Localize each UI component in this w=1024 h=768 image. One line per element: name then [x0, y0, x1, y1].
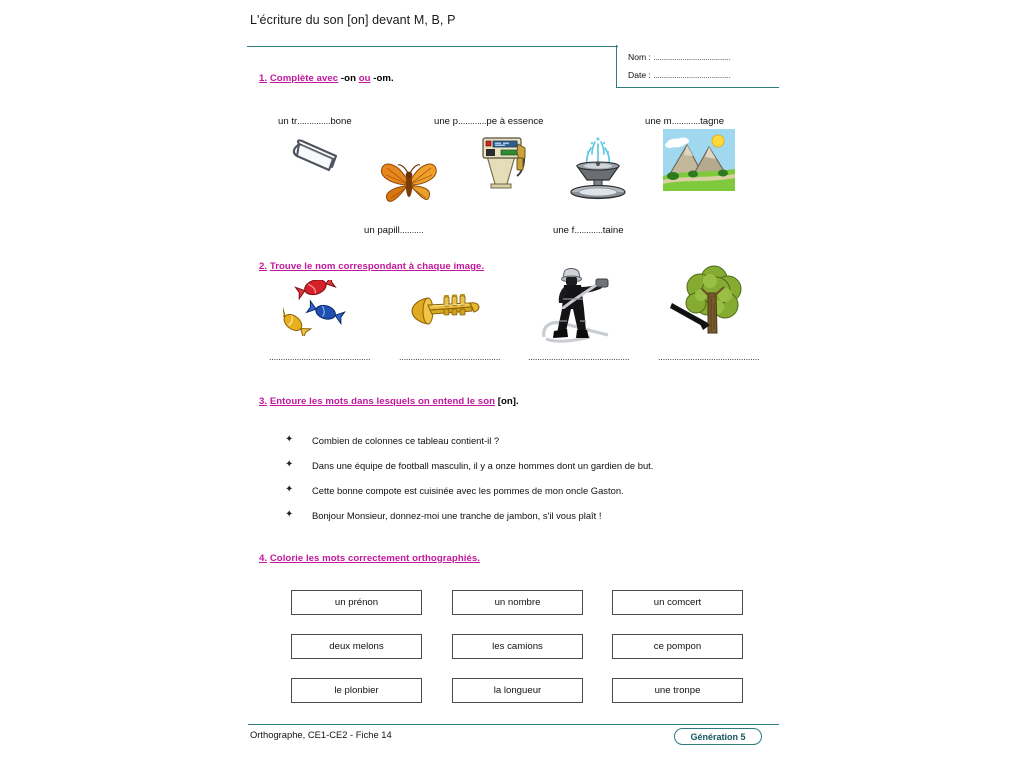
ex1-label-1-post: pe à essence: [486, 116, 544, 127]
page-title: L'écriture du son [on] devant M, B, P: [250, 13, 456, 27]
ex3-sentence-4: Bonjour Monsieur, donnez-moi une tranche de jambon, s'il vous plaît !: [312, 510, 602, 521]
ex3-sentence-1: Combien de colonnes ce tableau contient-il ?: [312, 435, 500, 446]
date-dots: ........................................: [653, 70, 731, 80]
exercise-4-body: [247, 580, 780, 705]
nom-field[interactable]: [628, 52, 730, 62]
trumpet-icon: [408, 292, 488, 330]
ex1-label-2-dots: ............: [671, 116, 701, 127]
ex1-label-2-pre: une m: [645, 116, 672, 127]
worksheet-sheet: [247, 0, 780, 768]
bullet-icon: ✦: [285, 434, 294, 445]
exercise-3-body: [247, 425, 780, 530]
ex1-label-1-pre: une p: [434, 116, 459, 127]
exercise-1-number: 1.: [259, 73, 268, 84]
word-box[interactable]: les camions: [452, 634, 583, 659]
exercise-1-heading: [259, 73, 394, 84]
mountain-icon: [663, 129, 735, 191]
ex2-answer-line-2[interactable]: ............................................: [399, 352, 501, 362]
ex1-label-0-post: bone: [330, 116, 352, 127]
exercise-2-body: [247, 265, 780, 370]
fuel-pump-icon: [473, 132, 531, 194]
paperclip-icon: [289, 132, 345, 180]
ex1-label-trombone: [278, 116, 352, 127]
ex1-label-pompe: [434, 116, 543, 127]
candies-icon: [283, 280, 353, 336]
word-box[interactable]: une tronpe: [612, 678, 743, 703]
header-divider: [247, 46, 618, 47]
footer-divider: [248, 724, 779, 725]
fireman-icon: [540, 265, 612, 347]
publisher-badge: Génération 5: [674, 728, 762, 745]
exercise-3-underlined: Entoure les mots dans lesquels on entend le son: [269, 396, 496, 407]
bullet-icon: ✦: [285, 484, 294, 495]
exercise-1-underlined: Complète avec: [269, 73, 339, 84]
ex1-label-fontaine: [553, 225, 624, 236]
word-box[interactable]: un prénon: [291, 590, 422, 615]
bullet-icon: ✦: [285, 459, 294, 470]
exercise-4-number: 4.: [259, 553, 268, 564]
exercise-4-underlined: Colorie les mots correctement orthographiés.: [269, 553, 480, 564]
exercise-1-om: -om.: [373, 73, 394, 84]
exercise-1-ou: ou: [358, 73, 371, 84]
ex1-label-0-dots: ..............: [297, 116, 331, 127]
ex1-label-4-post: taine: [602, 225, 624, 236]
ex1-label-2-post: tagne: [700, 116, 725, 127]
footer-reference: Orthographe, CE1-CE2 - Fiche 14: [250, 729, 392, 740]
exercise-4-heading: [259, 553, 480, 564]
exercise-3-son: [on].: [497, 396, 519, 407]
fountain-icon: [565, 132, 631, 206]
ex3-sentence-3: Cette bonne compote est cuisinée avec les pommes de mon oncle Gaston.: [312, 485, 624, 496]
ex1-label-4-dots: ............: [574, 225, 603, 236]
ex1-label-papillon: [364, 225, 423, 236]
word-box[interactable]: ce pompon: [612, 634, 743, 659]
butterfly-icon: [377, 154, 441, 216]
word-box[interactable]: la longueur: [452, 678, 583, 703]
word-box[interactable]: le plonbier: [291, 678, 422, 703]
ex3-sentence-2: Dans une équipe de football masculin, il y a onze hommes dont un gardien de but.: [312, 460, 654, 471]
ex1-label-3-dots: ..........: [399, 225, 424, 236]
ex1-label-3-pre: un papill: [364, 225, 400, 236]
exercise-1-on: -on: [340, 73, 356, 84]
ex1-label-0-pre: un tr: [278, 116, 298, 127]
exercise-3-heading: [259, 396, 519, 407]
ex1-label-montagne: [645, 116, 724, 127]
ex1-label-4-pre: une f: [553, 225, 575, 236]
word-box[interactable]: deux melons: [291, 634, 422, 659]
date-label: Date :: [628, 70, 651, 80]
word-box[interactable]: un comcert: [612, 590, 743, 615]
tree-icon: [670, 263, 754, 347]
exercise-3-number: 3.: [259, 396, 268, 407]
ex2-answer-line-3[interactable]: ............................................: [528, 352, 630, 362]
word-box[interactable]: un nombre: [452, 590, 583, 615]
nom-dots: ........................................: [653, 52, 731, 62]
student-info-box: [616, 45, 779, 88]
exercise-1-body: [247, 103, 780, 243]
ex1-label-1-dots: ............: [458, 116, 487, 127]
ex2-answer-line-4[interactable]: ............................................: [658, 352, 760, 362]
bullet-icon: ✦: [285, 509, 294, 520]
ex2-answer-line-1[interactable]: ............................................: [269, 352, 371, 362]
exercise-2-number: 2.: [259, 261, 268, 272]
exercise-2-underlined: Trouve le nom correspondant à chaque image.: [269, 261, 485, 272]
date-field[interactable]: [628, 70, 730, 80]
nom-label: Nom :: [628, 52, 651, 62]
